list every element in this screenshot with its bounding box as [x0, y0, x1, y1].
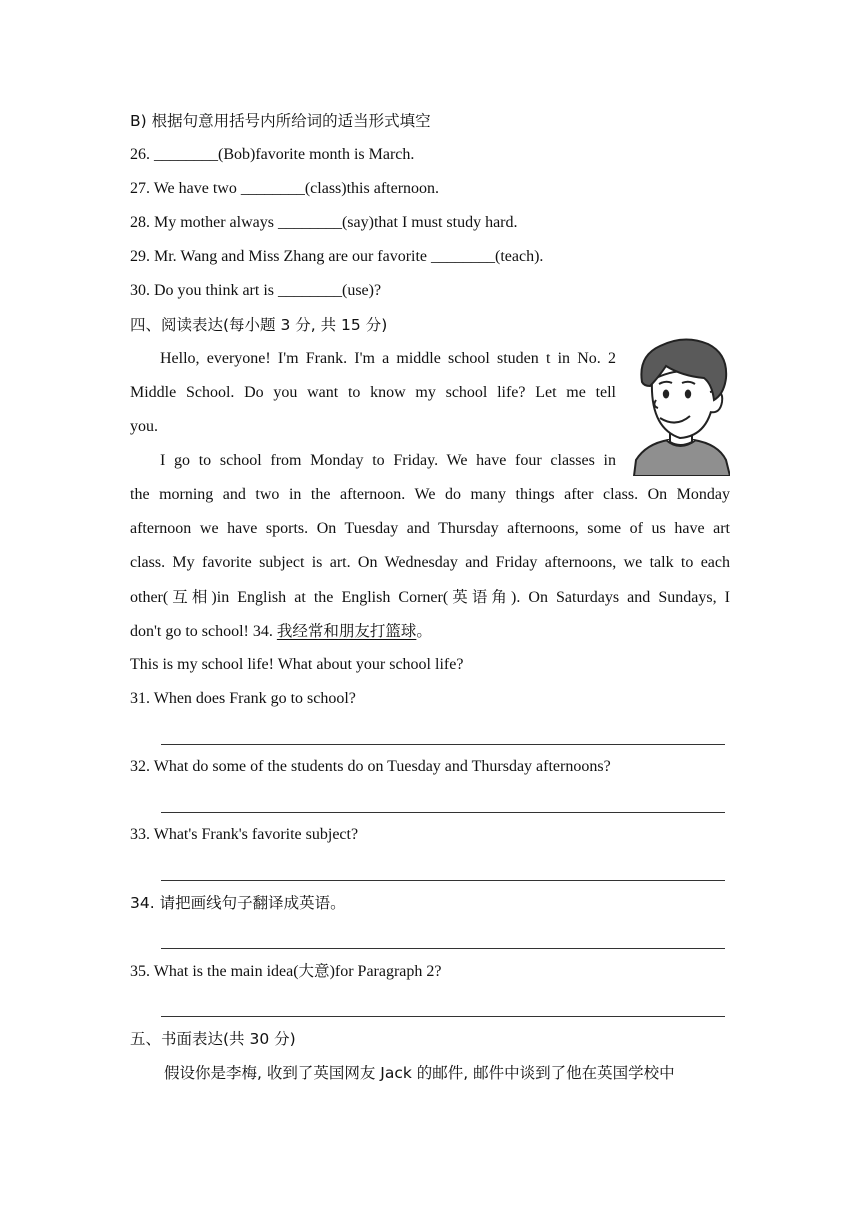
passage-line: Middle School. Do you want to know my school life? Let me tell — [130, 384, 616, 401]
passage-line — [130, 614, 730, 648]
passage-line — [130, 580, 730, 614]
question-33: 33. What's Frank's favorite subject? — [130, 826, 359, 843]
passage-line: Hello, everyone! I'm Frank. I'm a middle school studen t in No. 2 — [160, 350, 616, 367]
question-27: 27. We have two ________(class)this afternoon. — [130, 180, 440, 197]
question-30: 30. Do you think art is ________(use)? — [130, 282, 382, 299]
passage-line: you. — [130, 418, 158, 435]
underlined-sentence: 我经常和朋友打篮球 — [276, 622, 417, 640]
passage-line: afternoon we have sports. On Tuesday and Thursday afternoons, some of us have art — [130, 520, 730, 537]
passage-line: I go to school from Monday to Friday. We have four classes in — [160, 452, 616, 469]
question-34: 34. 请把画线句子翻译成英语。 — [130, 894, 346, 912]
section-b-heading: B) 根据句意用括号内所给词的适当形式填空 — [130, 112, 431, 130]
passage-line: the morning and two in the afternoon. We do many things after class. On Monday — [130, 486, 730, 503]
passage-line: class. My favorite subject is art. On Wednesday and Friday afternoons, we talk to each — [130, 554, 730, 571]
answer-line[interactable] — [130, 716, 730, 750]
passage-text: don't go to school! 34. — [130, 623, 277, 640]
answer-line[interactable] — [130, 784, 730, 818]
question-31: 31. When does Frank go to school? — [130, 690, 356, 707]
gloss-text: 英语角 — [448, 588, 511, 606]
question-32: 32. What do some of the students do on Tuesday and Thursday afternoons? — [130, 758, 611, 775]
boy-portrait-illustration — [632, 336, 730, 476]
question-29: 29. Mr. Wang and Miss Zhang are our favorite ________(teach). — [130, 248, 544, 265]
passage-text: 。 — [416, 622, 432, 640]
section-5-heading: 五、书面表达(共 30 分) — [130, 1030, 296, 1048]
passage-text: )in English at the English Corner( — [211, 589, 449, 606]
section-4-heading: 四、阅读表达(每小题 3 分, 共 15 分) — [130, 316, 388, 334]
writing-prompt: 假设你是李梅, 收到了英国网友 Jack 的邮件, 邮件中谈到了他在英国学校中 — [164, 1064, 675, 1082]
passage-closing: This is my school life! What about your school life? — [130, 656, 464, 673]
question-35 — [130, 954, 730, 988]
question-26: 26. ________(Bob)favorite month is March. — [130, 146, 415, 163]
passage-text: other( — [130, 589, 169, 606]
answer-line[interactable] — [130, 920, 730, 954]
question-text: 35. What is the main idea( — [130, 963, 299, 980]
question-28: 28. My mother always ________(say)that I must study hard. — [130, 214, 518, 231]
gloss-text: 大意 — [298, 962, 330, 980]
question-text: )for Paragraph 2? — [329, 963, 442, 980]
gloss-text: 互相 — [168, 588, 212, 606]
worksheet-page — [130, 104, 730, 1090]
answer-line[interactable] — [130, 852, 730, 886]
passage-text: ). On Saturdays and Sundays, I — [510, 589, 730, 606]
answer-line[interactable] — [130, 988, 730, 1022]
